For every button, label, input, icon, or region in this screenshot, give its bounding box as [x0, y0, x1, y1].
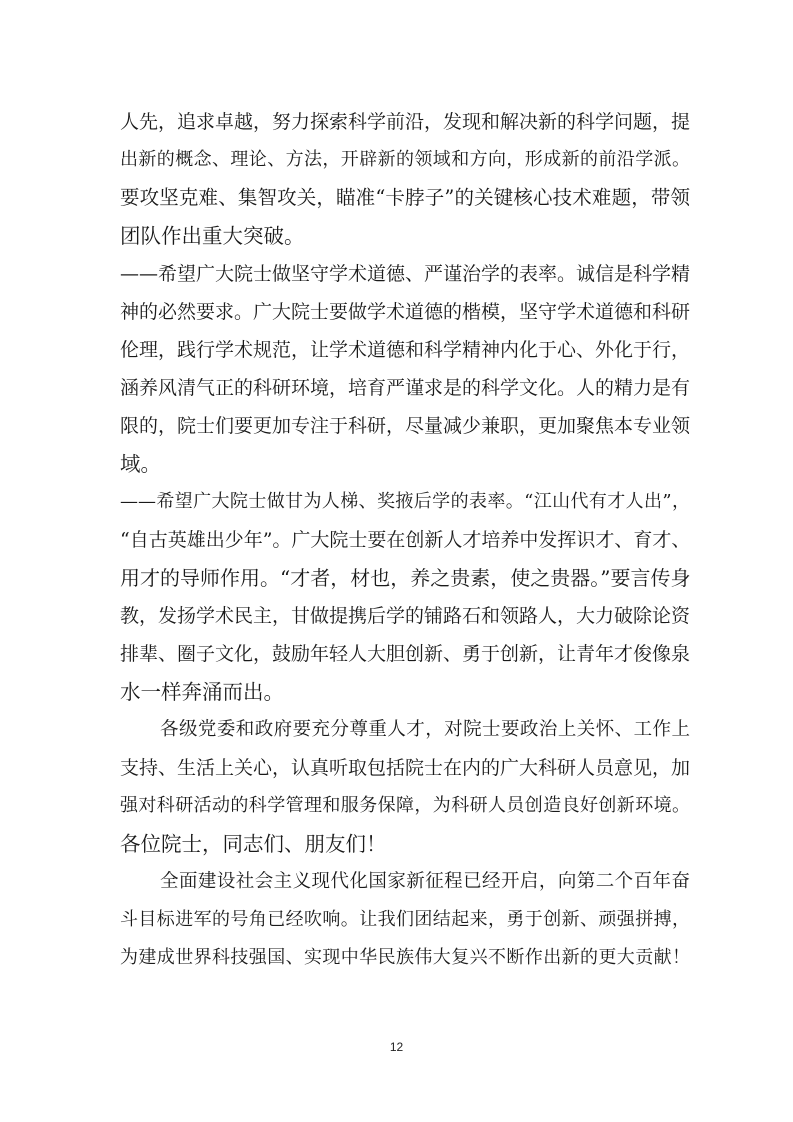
text-line: 团队作出重大突破。 — [120, 224, 305, 248]
text-line: 神的必然要求。广大院士要做学术道德的楷模，坚守学术道德和科研 — [120, 301, 691, 323]
page-number: 12 — [389, 1040, 404, 1054]
text-line: 人先，追求卓越，努力探索科学前沿，发现和解决新的科学问题，提 — [120, 111, 691, 133]
text-line: 用才的导师作用。“才者，材也，养之贵素，使之贵器。”要言传身 — [120, 566, 691, 590]
text-line: 水一样奔涌而出。 — [120, 680, 284, 704]
text-line: 伦理，践行学术规范，让学术道德和科学精神内化于心、外化于行， — [120, 339, 691, 361]
text-line: 涵养风清气正的科研环境，培育严谨求是的科学文化。人的精力是有 — [120, 377, 691, 399]
text-line: 支持、生活上关心，认真听取包括院士在内的广大科研人员意见，加 — [120, 757, 691, 779]
text-line: 为建成世界科技强国、实现中华民族伟大复兴不断作出新的更大贡献！ — [120, 947, 690, 968]
text-line: 教，发扬学术民主，甘做提携后学的铺路石和领路人，大力破除论资 — [120, 605, 691, 627]
text-line: 要攻坚克难、集智攻关，瞄准“卡脖子”的关键核心技术难题，带领 — [120, 186, 690, 209]
text-line: 各位院士，同志们、朋友们！ — [120, 832, 387, 856]
text-line: 各级党委和政府要充分尊重人才，对院士要政治上关怀、工作上 — [160, 719, 690, 740]
text-line: 强对科研活动的科学管理和服务保障，为科研人员创造良好创新环境。 — [120, 795, 690, 816]
text-line: 斗目标进军的号角已经吹响。让我们团结起来，勇于创新、顽强拼搏， — [120, 909, 690, 930]
text-line: 全面建设社会主义现代化国家新征程已经开启，向第二个百年奋 — [160, 871, 690, 892]
text-line: 排辈、圈子文化，鼓励年轻人大胆创新、勇于创新，让青年才俊像泉 — [120, 643, 691, 665]
text-line: “自古英雄出少年”。广大院士要在创新人才培养中发挥识才、育才、 — [120, 529, 691, 551]
text-line: 出新的概念、理论、方法，开辟新的领域和方向，形成新的前沿学派。 — [120, 149, 690, 170]
text-line: ——希望广大院士做坚守学术道德、严谨治学的表率。诚信是科学精 — [120, 263, 691, 285]
text-line: 限的，院士们要更加专注于科研，尽量减少兼职，更加聚焦本专业领 — [120, 415, 691, 437]
text-line: ——希望广大院士做甘为人梯、奖掖后学的表率。“江山代有才人出”， — [120, 491, 690, 512]
text-line: 域。 — [120, 452, 161, 476]
